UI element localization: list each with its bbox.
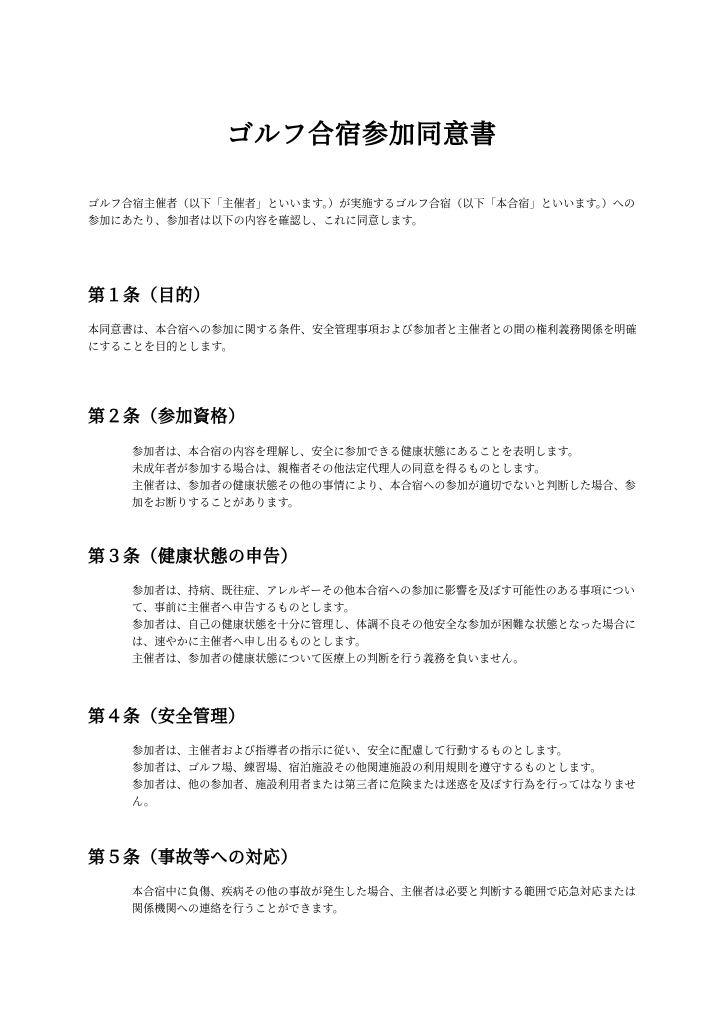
article-3-paragraph-3: 主催者は、参加者の健康状態について医療上の判断を行う義務を負いません。 xyxy=(132,652,525,665)
article-4-paragraph-3: 参加者は、他の参加者、施設利用者または第三者に危険または迷惑を及ぼす行為を行ってはなりません。 xyxy=(132,778,636,808)
article-5-body xyxy=(132,883,640,917)
article-3-paragraph-1: 参加者は、持病、既往症、アレルギーその他本合宿への参加に影響を及ぼす可能性のある事項について、事前に主催者へ申告するものとします。 xyxy=(132,584,636,614)
article-2-heading: 第２条（参加資格） xyxy=(88,407,246,427)
article-2-body xyxy=(132,443,640,511)
article-3-body xyxy=(132,582,640,667)
article-3-paragraph-2: 参加者は、自己の健康状態を十分に管理し、体調不良その他安全な参加が困難な状態となった場合には、速やかに主催者へ申し出るものとします。 xyxy=(132,618,636,648)
article-2-paragraph-2: 未成年者が参加する場合は、親権者その他法定代理人の同意を得るものとします。 xyxy=(132,462,546,475)
document-title: ゴルフ合宿参加同意書 xyxy=(226,120,497,150)
article-4-paragraph-2: 参加者は、ゴルフ場、練習場、宿泊施設その他関連施設の利用規則を遵守するものとします。 xyxy=(132,761,602,774)
article-4-paragraph-1: 参加者は、主催者および指導者の指示に従い、安全に配慮して行動するものとします。 xyxy=(132,744,568,757)
article-5-heading: 第５条（事故等への対応） xyxy=(88,848,298,868)
article-2-paragraph-1: 参加者は、本合宿の内容を理解し、安全に参加できる健康状態にあることを表明します。 xyxy=(132,445,580,458)
intro-paragraph: ゴルフ合宿主催者（以下「主催者」といいます。）が実施するゴルフ合宿（以下「本合宿」といいます。）への参加にあたり、参加者は以下の内容を確認し、これに同意します。 xyxy=(88,197,636,227)
article-3-heading: 第３条（健康状態の申告） xyxy=(88,547,298,567)
article-5-paragraph-1: 本合宿中に負傷、疾病その他の事故が発生した場合、主催者は必要と判断する範囲で応急対応または関係機関への連絡を行うことができます。 xyxy=(132,885,636,915)
article-2-paragraph-3: 主催者は、参加者の健康状態その他の事情により、本合宿への参加が適切でないと判断した場合、参加をお断りすることがあります。 xyxy=(132,479,636,509)
article-1-body xyxy=(88,321,640,355)
article-1-paragraph-1: 本同意書は、本合宿への参加に関する条件、安全管理事項および参加者と主催者との間の権利義務関係を明確にすることを目的とします。 xyxy=(88,323,637,353)
article-4-heading: 第４条（安全管理） xyxy=(88,707,246,727)
article-4-body xyxy=(132,742,640,810)
article-1-heading: 第１条（目的） xyxy=(88,286,211,306)
